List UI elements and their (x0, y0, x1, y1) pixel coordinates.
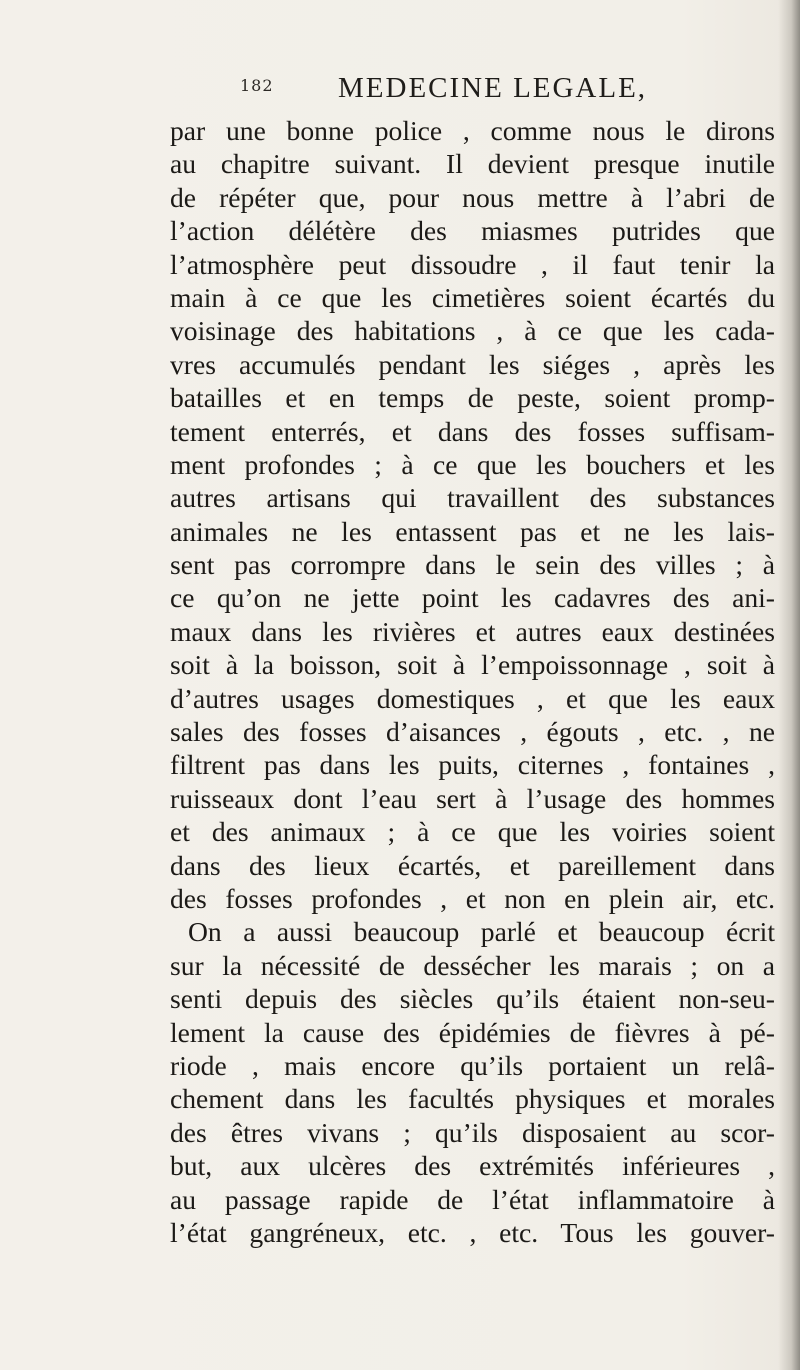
text-line: riode , mais encore qu’ils portaient un relâ- (170, 1049, 775, 1081)
text-line: de répéter que, pour nous mettre à l’abri de (170, 181, 775, 213)
text-line: lement la cause des épidémies de fièvres à pé- (170, 1016, 775, 1048)
text-line: maux dans les rivières et autres eaux destinées (170, 615, 775, 647)
page-number: 182 (240, 76, 274, 95)
text-line: filtrent pas dans les puits, citernes , fontaines , (170, 749, 775, 781)
text-line: par une bonne police , comme nous le dirons (170, 115, 775, 146)
text-line: ruisseaux dont l’eau sert à l’usage des hommes (170, 782, 775, 814)
running-title: MEDECINE LEGALE, (338, 72, 648, 104)
text-line: main à ce que les cimetières soient écartés du (170, 281, 775, 313)
page-header (0, 72, 800, 112)
text-line: soit à la boisson, soit à l’empoissonnage , soit à (170, 649, 775, 681)
text-line: des fosses profondes , et non en plein air, etc. (170, 882, 775, 914)
text-line: sales des fosses d’aisances , égouts , etc. , ne (170, 716, 775, 748)
text-line: ce qu’on ne jette point les cadavres des ani- (170, 582, 775, 614)
text-line: d’autres usages domestiques , et que les eaux (170, 682, 775, 714)
paragraph-start-line: On a aussi beaucoup parlé et beaucoup écrit (188, 916, 775, 948)
text-line: au passage rapide de l’état inflammatoire à (170, 1183, 775, 1215)
text-line: dans des lieux écartés, et pareillement dans (170, 849, 775, 881)
text-line: tement enterrés, et dans des fosses suffisam- (170, 415, 775, 447)
body-text (170, 114, 775, 1249)
text-line: l’atmosphère peut dissoudre , il faut tenir la (170, 248, 775, 280)
text-line: animales ne les entassent pas et ne les lais- (170, 515, 775, 547)
text-line: ment profondes ; à ce que les bouchers et les (170, 448, 775, 480)
text-line: chement dans les facultés physiques et morales (170, 1083, 775, 1115)
text-line: batailles et en temps de peste, soient promp- (170, 382, 775, 414)
text-line: l’action délétère des miasmes putrides que (170, 215, 775, 247)
text-line: but, aux ulcères des extrémités inférieures , (170, 1150, 775, 1182)
text-line: au chapitre suivant. Il devient presque inutile (170, 148, 775, 180)
text-line: voisinage des habitations , à ce que les cada- (170, 315, 775, 347)
text-line: autres artisans qui travaillent des substances (170, 482, 775, 514)
text-line: sur la nécessité de dessécher les marais ; on a (170, 949, 775, 981)
text-line: senti depuis des siècles qu’ils étaient non-seu- (170, 983, 775, 1015)
text-line: sent pas corrompre dans le sein des villes ; à (170, 549, 775, 581)
text-line: vres accumulés pendant les siéges , après les (170, 348, 775, 380)
text-line: l’état gangréneux, etc. , etc. Tous les gouver- (170, 1216, 775, 1248)
text-line: des êtres vivans ; qu’ils disposaient au scor- (170, 1116, 775, 1148)
page-edge-shadow (778, 0, 800, 1370)
text-line: et des animaux ; à ce que les voiries soient (170, 816, 775, 848)
